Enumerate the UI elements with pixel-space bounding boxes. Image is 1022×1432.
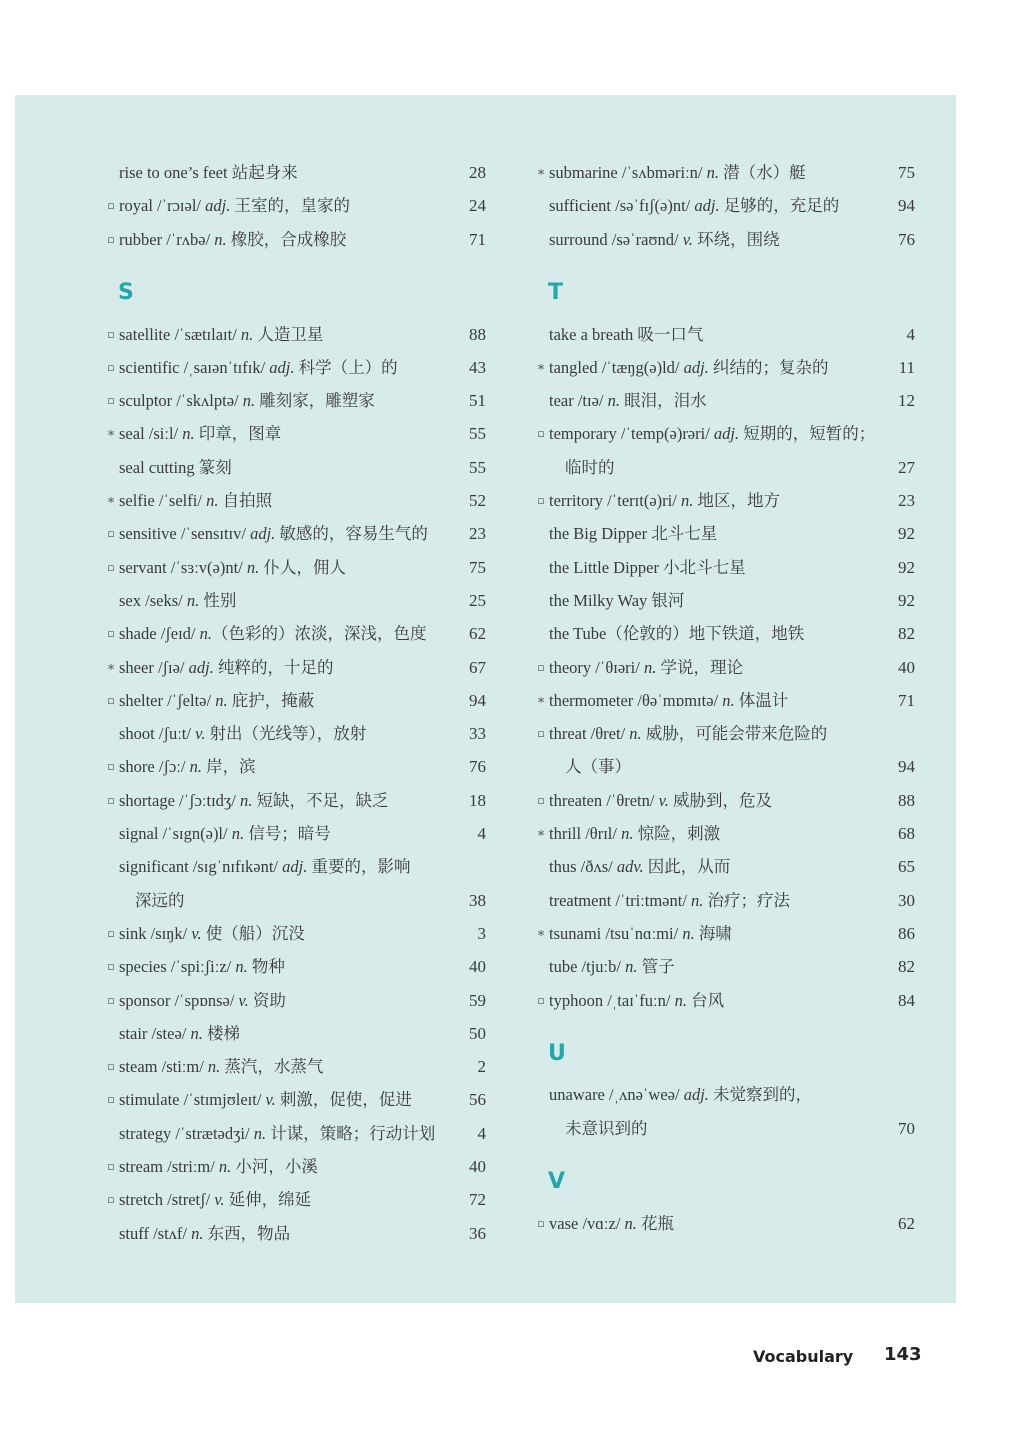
vocab-entry — [15, 584, 495, 617]
square-marker-icon: ▫ — [537, 727, 545, 741]
vocab-entry — [445, 817, 925, 850]
entry-text: satellite /ˈsætɪlaɪt/ n. 人造卫星 — [119, 324, 324, 344]
entry-page-number: 23 — [469, 524, 486, 544]
vocab-entry — [445, 417, 925, 450]
entry-text: rise to one’s feet 站起身来 — [119, 163, 298, 182]
entry-page-number: 65 — [898, 857, 915, 877]
entry-page-number: 75 — [469, 557, 486, 577]
entry-page-number: 76 — [898, 229, 915, 249]
entry-page-number: 4 — [477, 824, 486, 843]
star-marker-icon: ∗ — [536, 692, 546, 708]
entry-text: typhoon /ˌtaɪˈfuːn/ n. 台风 — [549, 990, 725, 1010]
vocab-entry — [15, 417, 495, 450]
vocab-entry — [445, 551, 925, 584]
vocabulary-panel — [15, 95, 956, 1303]
entry-text: 临时的 — [565, 457, 615, 477]
entry-text: tsunami /tsuˈnɑːmi/ n. 海啸 — [549, 923, 732, 943]
vocab-entry — [445, 984, 925, 1017]
entry-text: shore /ʃɔː/ n. 岸，滨 — [119, 757, 256, 777]
entry-page-number: 70 — [898, 1118, 915, 1138]
entry-text: vase /vɑːz/ n. 花瓶 — [549, 1213, 675, 1233]
vocab-entry — [445, 1207, 925, 1240]
square-marker-icon: ▫ — [107, 394, 115, 408]
entry-page-number: 88 — [898, 790, 915, 810]
vocab-entry — [15, 684, 495, 717]
entry-text: the Big Dipper 北斗七星 — [549, 524, 718, 544]
vocab-entry — [445, 651, 925, 684]
square-marker-icon: ▫ — [537, 427, 545, 441]
vocab-entry — [15, 884, 495, 917]
entry-page-number: 4 — [477, 1123, 486, 1143]
entry-page-number: 27 — [898, 457, 915, 477]
entry-page-number: 52 — [469, 491, 486, 510]
entry-page-number: 62 — [469, 624, 486, 644]
entry-text: surround /səˈraʊnd/ v. 环绕，围绕 — [549, 229, 780, 249]
entry-page-number: 12 — [898, 391, 915, 411]
entry-text: 深远的 — [135, 890, 185, 910]
entry-text: rubber /ˈrʌbə/ n. 橡胶，合成橡胶 — [119, 229, 347, 249]
entry-page-number: 38 — [469, 890, 486, 910]
entry-page-number: 67 — [469, 657, 486, 677]
entry-page-number: 92 — [898, 590, 915, 610]
entry-text: tangled /ˈtæŋg(ə)ld/ adj. 纠结的；复杂的 — [549, 357, 829, 377]
entry-page-number: 36 — [469, 1223, 486, 1243]
entry-page-number: 92 — [898, 557, 915, 577]
star-marker-icon: ∗ — [106, 426, 116, 442]
vocab-entry — [15, 484, 495, 517]
vocab-entry — [445, 189, 925, 222]
entry-text: sex /seks/ n. 性别 — [119, 590, 237, 610]
vocab-entry — [15, 318, 495, 351]
square-marker-icon: ▫ — [107, 1160, 115, 1173]
entry-page-number: 3 — [477, 923, 486, 943]
vocab-entry — [15, 717, 495, 750]
entry-text: seal /siːl/ n. 印章，图章 — [119, 424, 282, 444]
square-marker-icon: ▫ — [107, 1093, 115, 1107]
entry-page-number: 18 — [469, 790, 486, 810]
entry-text: sensitive /ˈsensɪtɪv/ adj. 敏感的，容易生气的 — [119, 524, 428, 544]
entry-text: stuff /stʌf/ n. 东西，物品 — [119, 1223, 291, 1243]
entry-page-number: 2 — [477, 1057, 486, 1077]
entry-text: sheer /ʃɪə/ adj. 纯粹的，十足的 — [119, 657, 334, 677]
entry-text: stream /striːm/ n. 小河，小溪 — [119, 1157, 318, 1176]
vocab-entry — [15, 1017, 495, 1050]
entry-page-number: 86 — [898, 923, 915, 943]
square-marker-icon: ▫ — [107, 793, 115, 807]
vocab-entry — [15, 651, 495, 684]
vocab-entry — [445, 584, 925, 617]
entry-page-number: 84 — [898, 990, 915, 1010]
entry-text: take a breath 吸一口气 — [549, 324, 704, 344]
vocab-entry — [445, 850, 925, 883]
entry-page-number: 82 — [898, 957, 915, 977]
vocab-entry — [15, 189, 495, 222]
vocab-entry — [15, 950, 495, 983]
entry-page-number: 94 — [898, 196, 915, 216]
vocab-entry — [445, 750, 925, 783]
square-marker-icon: ▫ — [107, 960, 115, 974]
vocab-entry — [445, 484, 925, 517]
entry-text: seal cutting 篆刻 — [119, 457, 232, 477]
vocab-entry — [445, 1112, 925, 1145]
square-marker-icon: ▫ — [107, 760, 115, 774]
vocab-entry — [445, 617, 925, 650]
entry-page-number: 55 — [469, 424, 486, 444]
entry-page-number: 25 — [469, 590, 486, 610]
entry-text: theory /ˈθɪəri/ n. 学说，理论 — [549, 657, 743, 677]
entry-page-number: 72 — [469, 1190, 486, 1210]
entry-text: thermometer /θəˈmɒmɪtə/ n. 体温计 — [549, 690, 789, 710]
entry-text: shortage /ˈʃɔːtɪdʒ/ n. 短缺，不足，缺乏 — [119, 790, 389, 810]
entry-text: temporary /ˈtemp(ə)rəri/ adj. 短期的，短暂的； — [549, 424, 876, 444]
entry-text: territory /ˈterɪt(ə)ri/ n. 地区，地方 — [549, 491, 780, 510]
entry-text: species /ˈspiːʃiːz/ n. 物种 — [119, 957, 285, 977]
vocab-entry — [445, 318, 925, 351]
entry-text: shade /ʃeɪd/ n.（色彩的）浓淡，深浅，色度 — [119, 624, 427, 644]
footer-section-title: Vocabulary — [753, 1347, 854, 1366]
star-marker-icon: ∗ — [536, 826, 546, 841]
entry-text: tube /tjuːb/ n. 管子 — [549, 957, 675, 977]
entry-text: unaware /ˌʌnəˈweə/ adj. 未觉察到的， — [549, 1085, 813, 1105]
entry-page-number: 30 — [898, 890, 915, 910]
vocab-entry — [15, 551, 495, 584]
entry-page-number: 40 — [469, 957, 486, 977]
entry-text: shoot /ʃuːt/ v. 射出（光线等），放射 — [119, 724, 367, 744]
entry-page-number: 50 — [469, 1023, 486, 1043]
vocab-entry — [15, 617, 495, 650]
star-marker-icon: ∗ — [536, 359, 546, 375]
entry-page-number: 82 — [898, 624, 915, 644]
entry-text: selfie /ˈselfi/ n. 自拍照 — [119, 491, 273, 510]
square-marker-icon: ▫ — [107, 993, 115, 1007]
entry-text: significant /sɪgˈnɪfɪkənt/ adj. 重要的，影响 — [119, 857, 411, 877]
square-marker-icon: ▫ — [107, 327, 115, 341]
vocab-entry — [15, 917, 495, 950]
entry-text: threat /θret/ n. 威胁，可能会带来危险的 — [549, 724, 828, 744]
vocab-entry — [15, 1150, 495, 1183]
entry-page-number: 71 — [898, 690, 915, 710]
entry-text: shelter /ˈʃeltə/ n. 庇护，掩蔽 — [119, 690, 315, 710]
footer-page-number: 143 — [884, 1344, 922, 1365]
vocab-entry — [15, 1217, 495, 1250]
vocab-entry — [15, 384, 495, 417]
section-letter-t: T — [548, 280, 564, 306]
entry-text: steam /stiːm/ n. 蒸汽，水蒸气 — [119, 1057, 324, 1077]
vocab-entry — [445, 1078, 925, 1111]
entry-page-number: 33 — [469, 724, 486, 744]
star-marker-icon: ∗ — [106, 493, 116, 508]
square-marker-icon: ▫ — [537, 494, 545, 507]
star-marker-icon: ∗ — [106, 659, 116, 675]
star-marker-icon: ∗ — [536, 925, 546, 941]
vocab-entry — [445, 917, 925, 950]
vocab-entry — [445, 384, 925, 417]
vocab-entry — [15, 517, 495, 550]
entry-page-number: 11 — [898, 357, 915, 377]
entry-text: stair /steə/ n. 楼梯 — [119, 1023, 240, 1043]
entry-text: sufficient /səˈfɪʃ(ə)nt/ adj. 足够的，充足的 — [549, 196, 840, 216]
entry-page-number: 88 — [469, 324, 486, 344]
entry-text: the Tube（伦敦的）地下铁道，地铁 — [549, 624, 805, 644]
vocab-entry — [15, 451, 495, 484]
vocab-entry — [445, 517, 925, 550]
entry-text: 未意识到的 — [565, 1118, 648, 1138]
vocab-entry — [15, 784, 495, 817]
entry-page-number: 75 — [898, 163, 915, 182]
entry-page-number: 59 — [469, 990, 486, 1010]
vocab-entry — [15, 750, 495, 783]
vocab-entry — [445, 223, 925, 256]
vocab-entry — [15, 1183, 495, 1216]
entry-text: tear /tɪə/ n. 眼泪，泪水 — [549, 391, 707, 411]
vocab-entry — [15, 223, 495, 256]
vocab-entry — [445, 684, 925, 717]
entry-page-number: 43 — [469, 357, 486, 377]
square-marker-icon: ▫ — [107, 527, 115, 541]
square-marker-icon: ▫ — [107, 1193, 115, 1207]
entry-page-number: 51 — [469, 391, 486, 411]
entry-text: the Milky Way 银河 — [549, 590, 685, 610]
entry-page-number: 94 — [469, 690, 486, 710]
entry-text: strategy /ˈstrætədʒi/ n. 计谋，策略；行动计划 — [119, 1123, 436, 1143]
vocab-entry — [445, 156, 925, 189]
vocab-entry — [445, 717, 925, 750]
entry-page-number: 40 — [898, 657, 915, 677]
entry-text: stretch /stretʃ/ v. 延伸，绵延 — [119, 1190, 312, 1210]
vocab-entry — [15, 817, 495, 850]
vocab-entry — [15, 984, 495, 1017]
entry-page-number: 28 — [469, 163, 486, 182]
entry-text: submarine /ˈsʌbməriːn/ n. 潜（水）艇 — [549, 163, 806, 182]
entry-page-number: 92 — [898, 524, 915, 544]
entry-text: thus /ðʌs/ adv. 因此，从而 — [549, 857, 731, 877]
entry-text: treatment /ˈtriːtmənt/ n. 治疗；疗法 — [549, 890, 791, 910]
section-letter-s: S — [118, 280, 134, 306]
vocab-entry — [445, 784, 925, 817]
entry-text: sponsor /ˈspɒnsə/ v. 资助 — [119, 990, 286, 1010]
square-marker-icon: ▫ — [107, 693, 115, 707]
entry-page-number: 68 — [898, 824, 915, 843]
square-marker-icon: ▫ — [537, 660, 545, 674]
vocab-entry — [15, 351, 495, 384]
square-marker-icon: ▫ — [537, 1216, 545, 1230]
vocab-entry — [445, 884, 925, 917]
square-marker-icon: ▫ — [537, 993, 545, 1007]
vocab-entry — [15, 1083, 495, 1116]
star-marker-icon: ∗ — [536, 165, 546, 180]
entry-page-number: 23 — [898, 491, 915, 510]
vocab-entry — [15, 850, 495, 883]
vocab-entry — [15, 1117, 495, 1150]
section-letter-u: U — [548, 1041, 566, 1067]
entry-text: 人（事） — [565, 757, 631, 777]
entry-text: signal /ˈsɪgn(ə)l/ n. 信号；暗号 — [119, 824, 331, 843]
entry-text: stimulate /ˈstɪmjʊleɪt/ v. 刺激，促使，促进 — [119, 1090, 412, 1110]
square-marker-icon: ▫ — [107, 232, 115, 246]
square-marker-icon: ▫ — [107, 627, 115, 641]
square-marker-icon: ▫ — [107, 926, 115, 940]
square-marker-icon: ▫ — [107, 360, 115, 374]
entry-page-number: 40 — [469, 1157, 486, 1176]
entry-text: sculptor /ˈskʌlptə/ n. 雕刻家，雕塑家 — [119, 391, 375, 411]
entry-text: servant /ˈsɜːv(ə)nt/ n. 仆人，佣人 — [119, 557, 346, 577]
entry-page-number: 55 — [469, 457, 486, 477]
entry-page-number: 62 — [898, 1213, 915, 1233]
section-letter-v: V — [548, 1169, 566, 1195]
vocab-entry — [445, 351, 925, 384]
square-marker-icon: ▫ — [107, 1060, 115, 1074]
square-marker-icon: ▫ — [537, 793, 545, 807]
entry-text: scientific /ˌsaɪənˈtɪfɪk/ adj. 科学（上）的 — [119, 357, 398, 377]
vocab-entry — [15, 1050, 495, 1083]
entry-text: sink /sɪŋk/ v. 使（船）沉没 — [119, 923, 305, 943]
entry-text: thrill /θrɪl/ n. 惊险，刺激 — [549, 824, 721, 843]
vocab-entry — [445, 451, 925, 484]
entry-text: the Little Dipper 小北斗七星 — [549, 557, 746, 577]
entry-text: threaten /ˈθretn/ v. 威胁到，危及 — [549, 790, 772, 810]
entry-page-number: 4 — [906, 324, 915, 344]
entry-page-number: 56 — [469, 1090, 486, 1110]
vocab-entry — [445, 950, 925, 983]
entry-page-number: 76 — [469, 757, 486, 777]
vocab-entry — [15, 156, 495, 189]
entry-text: royal /ˈrɔɪəl/ adj. 王室的，皇家的 — [119, 196, 350, 216]
entry-page-number: 94 — [898, 757, 915, 777]
square-marker-icon: ▫ — [107, 560, 115, 574]
entry-page-number: 71 — [469, 229, 486, 249]
entry-page-number: 24 — [469, 196, 486, 216]
square-marker-icon: ▫ — [107, 199, 115, 213]
